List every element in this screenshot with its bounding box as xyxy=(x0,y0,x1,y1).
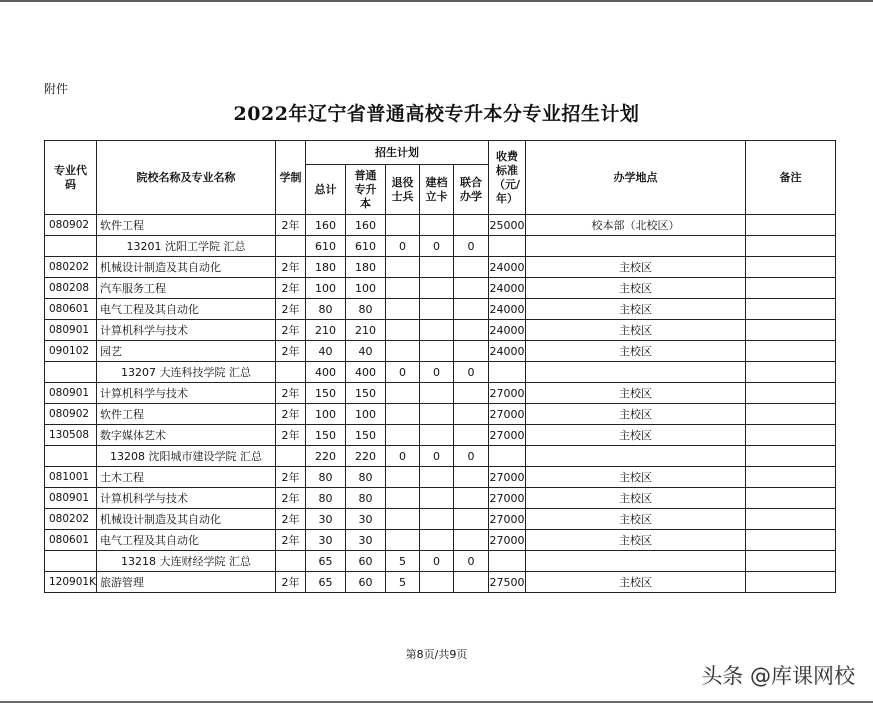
header-fee: 收费标准（元/年） xyxy=(488,141,525,215)
cell-total: 80 xyxy=(305,467,345,488)
cell-joint xyxy=(453,425,488,446)
cell-name: 旅游管理 xyxy=(96,572,275,593)
cell-regular: 610 xyxy=(345,236,385,257)
cell-code: 081001 xyxy=(45,467,97,488)
cell-poverty xyxy=(419,257,453,278)
cell-joint xyxy=(453,509,488,530)
cell-code: 090102 xyxy=(45,341,97,362)
summary-row xyxy=(45,236,836,257)
header-duration: 学制 xyxy=(275,141,305,215)
cell-regular: 220 xyxy=(345,446,385,467)
cell-code xyxy=(45,446,97,467)
cell-joint: 0 xyxy=(453,446,488,467)
cell-fee: 24000 xyxy=(488,278,525,299)
cell-remarks xyxy=(745,509,835,530)
cell-fee: 27000 xyxy=(488,383,525,404)
cell-veteran xyxy=(385,320,419,341)
cell-name: 土木工程 xyxy=(96,467,275,488)
cell-name: 机械设计制造及其自动化 xyxy=(96,509,275,530)
cell-name: 电气工程及其自动化 xyxy=(96,530,275,551)
cell-veteran xyxy=(385,530,419,551)
cell-fee: 27500 xyxy=(488,572,525,593)
cell-remarks xyxy=(745,362,835,383)
cell-poverty xyxy=(419,278,453,299)
cell-joint xyxy=(453,341,488,362)
cell-joint: 0 xyxy=(453,236,488,257)
cell-veteran: 0 xyxy=(385,362,419,383)
cell-poverty xyxy=(419,572,453,593)
cell-duration: 2年 xyxy=(275,509,305,530)
cell-fee: 27000 xyxy=(488,509,525,530)
cell-veteran xyxy=(385,404,419,425)
cell-location: 主校区 xyxy=(525,320,745,341)
cell-location xyxy=(525,236,745,257)
table-row xyxy=(45,488,836,509)
cell-veteran xyxy=(385,488,419,509)
cell-remarks xyxy=(745,425,835,446)
table-row xyxy=(45,341,836,362)
cell-regular: 60 xyxy=(345,572,385,593)
cell-poverty xyxy=(419,320,453,341)
cell-remarks xyxy=(745,257,835,278)
cell-name: 园艺 xyxy=(96,341,275,362)
cell-total: 80 xyxy=(305,488,345,509)
cell-joint: 0 xyxy=(453,362,488,383)
cell-code: 080601 xyxy=(45,299,97,320)
cell-code: 080901 xyxy=(45,383,97,404)
cell-remarks xyxy=(745,467,835,488)
table-row xyxy=(45,572,836,593)
cell-regular: 100 xyxy=(345,404,385,425)
cell-remarks xyxy=(745,341,835,362)
cell-total: 30 xyxy=(305,509,345,530)
cell-veteran xyxy=(385,383,419,404)
table-row xyxy=(45,530,836,551)
table-row xyxy=(45,257,836,278)
cell-remarks xyxy=(745,320,835,341)
cell-regular: 210 xyxy=(345,320,385,341)
cell-total: 30 xyxy=(305,530,345,551)
cell-name: 13218 大连财经学院 汇总 xyxy=(96,551,275,572)
cell-total: 40 xyxy=(305,341,345,362)
cell-joint xyxy=(453,215,488,236)
cell-veteran: 5 xyxy=(385,572,419,593)
table-row xyxy=(45,278,836,299)
cell-duration: 2年 xyxy=(275,425,305,446)
cell-remarks xyxy=(745,383,835,404)
header-remarks: 备注 xyxy=(745,141,835,215)
cell-duration: 2年 xyxy=(275,572,305,593)
cell-poverty xyxy=(419,341,453,362)
cell-code: 080901 xyxy=(45,320,97,341)
cell-location: 主校区 xyxy=(525,509,745,530)
cell-code: 130508 xyxy=(45,425,97,446)
cell-name: 软件工程 xyxy=(96,404,275,425)
cell-remarks xyxy=(745,299,835,320)
cell-duration: 2年 xyxy=(275,278,305,299)
summary-row xyxy=(45,362,836,383)
cell-joint xyxy=(453,257,488,278)
header-regular: 普通专升本 xyxy=(345,165,385,215)
header-name: 院校名称及专业名称 xyxy=(96,141,275,215)
cell-location: 主校区 xyxy=(525,257,745,278)
summary-row xyxy=(45,446,836,467)
cell-total: 210 xyxy=(305,320,345,341)
cell-remarks xyxy=(745,551,835,572)
attachment-label: 附件 xyxy=(44,82,69,96)
cell-duration: 2年 xyxy=(275,467,305,488)
summary-row xyxy=(45,551,836,572)
cell-poverty xyxy=(419,383,453,404)
cell-poverty xyxy=(419,425,453,446)
header-veteran: 退役士兵 xyxy=(385,165,419,215)
cell-name: 汽车服务工程 xyxy=(96,278,275,299)
cell-duration: 2年 xyxy=(275,257,305,278)
cell-regular: 150 xyxy=(345,383,385,404)
cell-location: 主校区 xyxy=(525,530,745,551)
cell-duration: 2年 xyxy=(275,383,305,404)
cell-veteran xyxy=(385,341,419,362)
cell-code: 080902 xyxy=(45,404,97,425)
cell-poverty xyxy=(419,215,453,236)
cell-regular: 80 xyxy=(345,467,385,488)
header-poverty: 建档立卡 xyxy=(419,165,453,215)
cell-remarks xyxy=(745,236,835,257)
table-row xyxy=(45,320,836,341)
cell-fee xyxy=(488,446,525,467)
enrollment-plan-table xyxy=(44,140,836,593)
cell-name: 计算机科学与技术 xyxy=(96,383,275,404)
cell-duration xyxy=(275,446,305,467)
cell-location: 校本部（北校区） xyxy=(525,215,745,236)
header-code: 专业代码 xyxy=(45,141,97,215)
cell-total: 100 xyxy=(305,404,345,425)
cell-joint: 0 xyxy=(453,551,488,572)
cell-location: 主校区 xyxy=(525,341,745,362)
cell-name: 13207 大连科技学院 汇总 xyxy=(96,362,275,383)
cell-code xyxy=(45,236,97,257)
cell-fee: 24000 xyxy=(488,299,525,320)
cell-location xyxy=(525,362,745,383)
cell-duration: 2年 xyxy=(275,404,305,425)
cell-veteran xyxy=(385,278,419,299)
cell-fee: 24000 xyxy=(488,341,525,362)
cell-regular: 40 xyxy=(345,341,385,362)
cell-name: 13201 沈阳工学院 汇总 xyxy=(96,236,275,257)
cell-code: 080202 xyxy=(45,509,97,530)
cell-poverty: 0 xyxy=(419,362,453,383)
header-location: 办学地点 xyxy=(525,141,745,215)
cell-joint xyxy=(453,530,488,551)
cell-veteran xyxy=(385,425,419,446)
cell-duration: 2年 xyxy=(275,488,305,509)
table-row xyxy=(45,383,836,404)
cell-location: 主校区 xyxy=(525,299,745,320)
cell-fee: 24000 xyxy=(488,257,525,278)
cell-regular: 80 xyxy=(345,299,385,320)
table-row xyxy=(45,404,836,425)
cell-code xyxy=(45,362,97,383)
cell-name: 数字媒体艺术 xyxy=(96,425,275,446)
cell-code: 120901K xyxy=(45,572,97,593)
cell-remarks xyxy=(745,572,835,593)
cell-veteran: 5 xyxy=(385,551,419,572)
cell-duration xyxy=(275,551,305,572)
cell-code: 080202 xyxy=(45,257,97,278)
cell-location: 主校区 xyxy=(525,488,745,509)
cell-regular: 60 xyxy=(345,551,385,572)
cell-location: 主校区 xyxy=(525,425,745,446)
header-plan-group: 招生计划 xyxy=(305,141,488,165)
cell-code: 080901 xyxy=(45,488,97,509)
cell-fee xyxy=(488,236,525,257)
cell-name: 计算机科学与技术 xyxy=(96,488,275,509)
cell-joint xyxy=(453,404,488,425)
table-row xyxy=(45,215,836,236)
cell-regular: 30 xyxy=(345,509,385,530)
cell-veteran xyxy=(385,257,419,278)
cell-fee: 27000 xyxy=(488,467,525,488)
cell-poverty xyxy=(419,488,453,509)
cell-duration: 2年 xyxy=(275,341,305,362)
cell-location xyxy=(525,551,745,572)
cell-regular: 160 xyxy=(345,215,385,236)
cell-joint xyxy=(453,383,488,404)
cell-total: 180 xyxy=(305,257,345,278)
header-joint: 联合办学 xyxy=(453,165,488,215)
cell-fee: 25000 xyxy=(488,215,525,236)
cell-fee: 27000 xyxy=(488,404,525,425)
cell-name: 机械设计制造及其自动化 xyxy=(96,257,275,278)
cell-veteran xyxy=(385,467,419,488)
cell-remarks xyxy=(745,530,835,551)
cell-location: 主校区 xyxy=(525,383,745,404)
cell-total: 100 xyxy=(305,278,345,299)
cell-fee xyxy=(488,362,525,383)
table-row xyxy=(45,299,836,320)
cell-total: 400 xyxy=(305,362,345,383)
cell-duration: 2年 xyxy=(275,215,305,236)
cell-duration xyxy=(275,236,305,257)
cell-fee: 24000 xyxy=(488,320,525,341)
cell-fee: 27000 xyxy=(488,530,525,551)
table-row xyxy=(45,467,836,488)
cell-duration: 2年 xyxy=(275,299,305,320)
cell-veteran: 0 xyxy=(385,236,419,257)
cell-regular: 150 xyxy=(345,425,385,446)
cell-total: 150 xyxy=(305,425,345,446)
cell-code: 080902 xyxy=(45,215,97,236)
cell-total: 65 xyxy=(305,572,345,593)
cell-joint xyxy=(453,320,488,341)
cell-location xyxy=(525,446,745,467)
cell-joint xyxy=(453,278,488,299)
cell-total: 160 xyxy=(305,215,345,236)
cell-total: 220 xyxy=(305,446,345,467)
cell-location: 主校区 xyxy=(525,404,745,425)
cell-location: 主校区 xyxy=(525,278,745,299)
cell-total: 80 xyxy=(305,299,345,320)
cell-remarks xyxy=(745,278,835,299)
cell-total: 65 xyxy=(305,551,345,572)
cell-regular: 180 xyxy=(345,257,385,278)
cell-veteran xyxy=(385,509,419,530)
cell-code xyxy=(45,551,97,572)
cell-veteran xyxy=(385,215,419,236)
cell-joint xyxy=(453,572,488,593)
cell-remarks xyxy=(745,488,835,509)
cell-code: 080601 xyxy=(45,530,97,551)
cell-poverty: 0 xyxy=(419,446,453,467)
cell-regular: 100 xyxy=(345,278,385,299)
cell-duration: 2年 xyxy=(275,320,305,341)
cell-remarks xyxy=(745,404,835,425)
page-indicator: 第8页/共9页 xyxy=(405,648,468,661)
cell-veteran xyxy=(385,299,419,320)
cell-joint xyxy=(453,488,488,509)
cell-fee xyxy=(488,551,525,572)
cell-regular: 30 xyxy=(345,530,385,551)
cell-duration xyxy=(275,362,305,383)
cell-location: 主校区 xyxy=(525,572,745,593)
table-row xyxy=(45,425,836,446)
cell-joint xyxy=(453,299,488,320)
document-title: 2022年辽宁省普通高校专升本分专业招生计划 xyxy=(233,103,640,125)
watermark: 头条 @库课网校 xyxy=(701,664,855,688)
cell-fee: 27000 xyxy=(488,425,525,446)
cell-poverty: 0 xyxy=(419,236,453,257)
cell-name: 电气工程及其自动化 xyxy=(96,299,275,320)
cell-regular: 400 xyxy=(345,362,385,383)
cell-fee: 27000 xyxy=(488,488,525,509)
cell-poverty xyxy=(419,530,453,551)
cell-name: 13208 沈阳城市建设学院 汇总 xyxy=(96,446,275,467)
cell-duration: 2年 xyxy=(275,530,305,551)
cell-name: 软件工程 xyxy=(96,215,275,236)
table-row xyxy=(45,509,836,530)
cell-poverty xyxy=(419,404,453,425)
top-edge-bar xyxy=(0,0,873,2)
cell-veteran: 0 xyxy=(385,446,419,467)
cell-poverty xyxy=(419,299,453,320)
cell-poverty: 0 xyxy=(419,551,453,572)
cell-joint xyxy=(453,467,488,488)
cell-total: 610 xyxy=(305,236,345,257)
cell-total: 150 xyxy=(305,383,345,404)
cell-remarks xyxy=(745,446,835,467)
cell-regular: 80 xyxy=(345,488,385,509)
cell-location: 主校区 xyxy=(525,467,745,488)
cell-code: 080208 xyxy=(45,278,97,299)
cell-poverty xyxy=(419,509,453,530)
cell-poverty xyxy=(419,467,453,488)
header-total: 总计 xyxy=(305,165,345,215)
cell-name: 计算机科学与技术 xyxy=(96,320,275,341)
cell-remarks xyxy=(745,215,835,236)
